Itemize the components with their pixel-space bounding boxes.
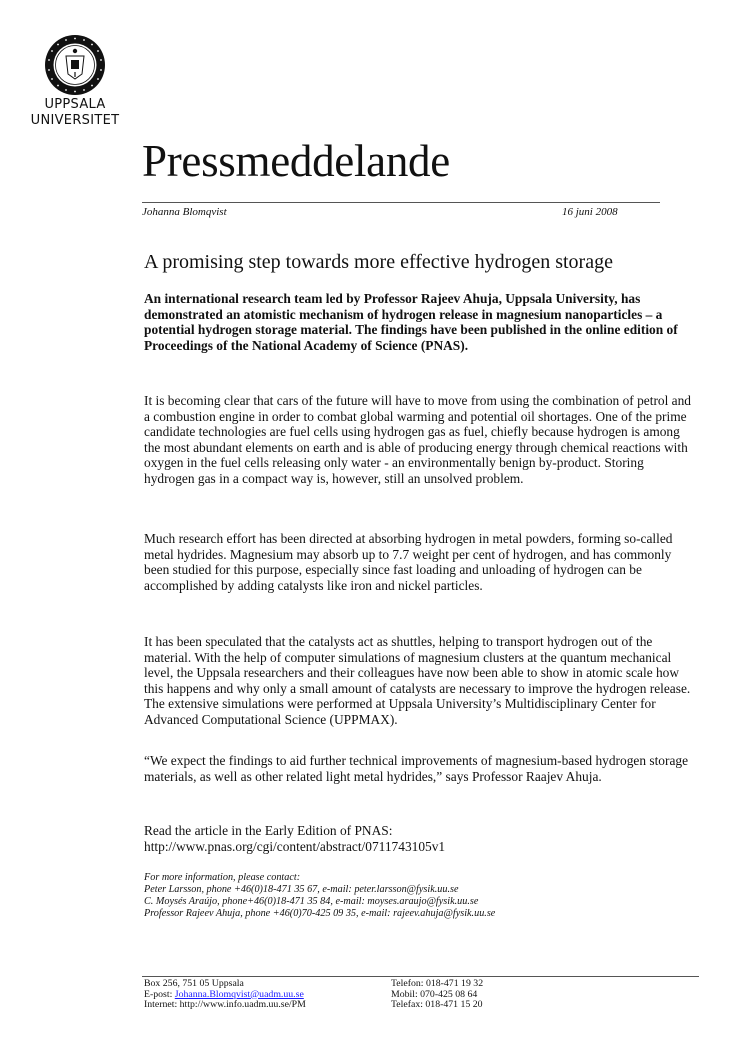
date: 16 juni 2008 [562, 206, 618, 218]
body-paragraph-2: Much research effort has been directed at absorbing hydrogen in metal powders, forming so-called metal hydrides. Magnesium may absorb up to 7.7 weight per cent of hydrogen, and has commonly been studied for this purpose, especially since fast loading and unloading of hydrogen can be accomplished by adding catalysts like iron and nickel particles. [144, 531, 673, 593]
footer-divider [142, 976, 699, 977]
body-paragraph-1: It is becoming clear that cars of the future will have to move from using the combination of petrol and a combustion engine in order to combat global warming and potential oil shortages. One of the prime candidate technologies are fuel cells using hydrogen gas as fuel, chiefly because hydrogen is among the most abundant elements on earth and is able of producing energy through chemical reactions with oxygen in the fuel cells releasing only water - an environmentally benign by-product. Storing hydrogen gas in a compact way is, however, still an unsolved problem. [144, 393, 691, 486]
university-name-line-2: UNIVERSITET [30, 113, 120, 128]
read-more-text: Read the article in the Early Edition of PNAS: [144, 823, 393, 838]
university-name-line-1: UPPSALA [44, 97, 106, 112]
footer-address: Box 256, 751 05 Uppsala [144, 978, 244, 989]
contact-info [144, 872, 495, 920]
uppsala-university-seal-logo [44, 34, 106, 96]
contact-line-2: C. Moysés Araújo, phone+46(0)18-471 35 84, e-mail: moyses.araujo@fysik.uu.se [144, 896, 479, 907]
body-paragraph-3: It has been speculated that the catalysts act as shuttles, helping to transport hydrogen out of the material. With the help of computer simulations of magnesium clusters at the quantum mechanical level, the Uppsala researchers and their colleagues have now been able to show in atomic scale how this happens and why only a small amount of catalysts are necessary to improve the hydrogen release. The extensive simulations were performed at Uppsala University’s Multidisciplinary Center for Advanced Computational Science (UPPMAX). [144, 634, 691, 727]
contact-line-1: Peter Larsson, phone +46(0)18-471 35 67, e-mail: peter.larsson@fysik.uu.se [144, 884, 459, 895]
title-divider [142, 202, 660, 203]
body-paragraph-4: “We expect the findings to aid further technical improvements of magnesium-based hydrogen storage materials, as well as other related light metal hydrides,” says Professor Raajev Ahuja. [144, 753, 689, 784]
university-name [0, 97, 150, 129]
contact-intro: For more information, please contact: [144, 872, 301, 883]
footer-internet: Internet: http://www.info.uadm.uu.se/PM [144, 999, 306, 1011]
footer-telefax: Telefax: 018-471 15 20 [391, 999, 483, 1011]
footer-telefon: Telefon: 018-471 19 32 [391, 978, 484, 989]
footer-mobil: Mobil: 070-425 08 64 [391, 988, 478, 1000]
footer-address-block [144, 979, 306, 1011]
footer-epost-label: E-post: [144, 988, 173, 1000]
headline: A promising step towards more effective hydrogen storage [144, 251, 613, 273]
read-more [144, 823, 694, 854]
footer-email-link[interactable]: Johanna.Blomqvist@uadm.uu.se [174, 988, 304, 1000]
page-title: Pressmeddelande [142, 136, 450, 186]
article-url[interactable]: http://www.pnas.org/cgi/content/abstract/0711743105v1 [144, 838, 446, 854]
contact-line-3: Professor Rajeev Ahuja, phone +46(0)70-425 09 35, e-mail: rajeev.ahuja@fysik.uu.se [144, 908, 496, 919]
footer-phone-block [391, 979, 483, 1011]
lead-paragraph: An international research team led by Professor Rajeev Ahuja, Uppsala University, has demonstrated an atomistic mechanism of hydrogen release in magnesium nanoparticles – a potential hydrogen storage material. The findings have been published in the online edition of Proceedings of the National Academy of Science (PNAS). [144, 291, 678, 353]
author: Johanna Blomqvist [142, 206, 227, 218]
